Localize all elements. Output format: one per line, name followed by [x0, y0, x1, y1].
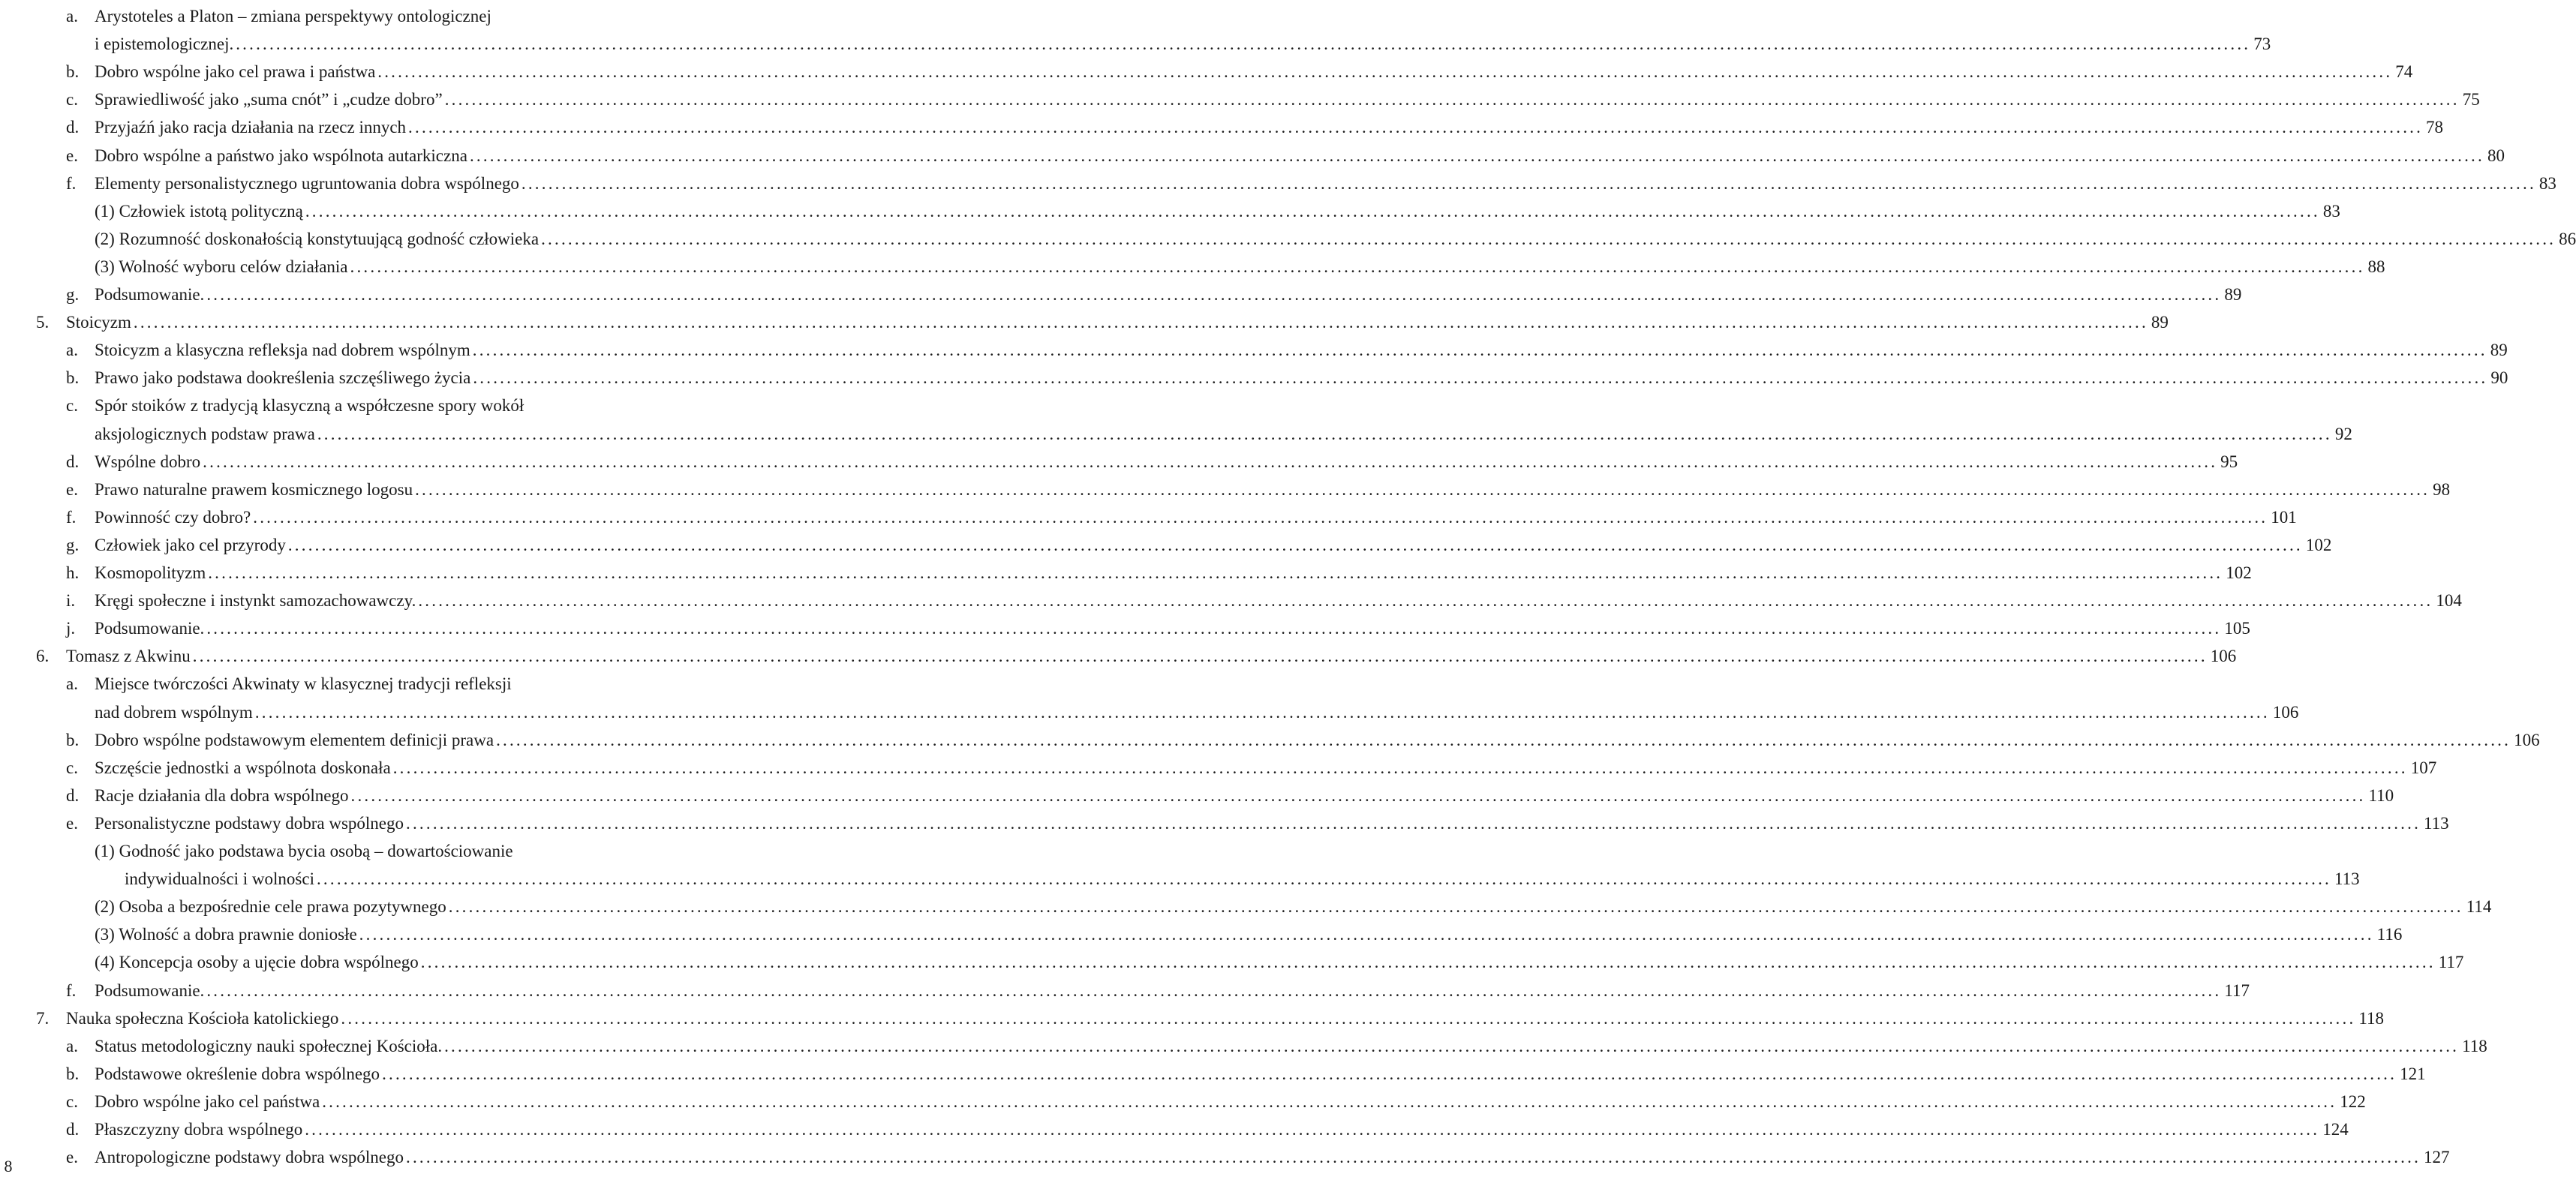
toc-entry — [0, 447, 2238, 477]
toc-entry-number: b. — [66, 1064, 80, 1083]
toc-entry — [0, 113, 2444, 143]
dot-leader: ............................................................................................................................................................................................................................................................................................................ — [208, 563, 2223, 582]
toc-entry-page: 101 — [2271, 507, 2297, 527]
toc-entry — [0, 920, 2403, 950]
toc-entry-title: Personalistyczne podstawy dobra wspólnego — [95, 813, 404, 833]
dot-leader: ............................................................................................................................................................................................................................................................................................................ — [472, 341, 2487, 360]
dot-leader: ............................................................................................................................................................................................................................................................................................................ — [377, 62, 2393, 82]
toc-entry-title: Podsumowanie. — [95, 285, 205, 304]
toc-entry-number: b. — [66, 730, 80, 749]
dot-leader: ............................................................................................................................................................................................................................................................................................................ — [317, 424, 2332, 443]
toc-entry-number: c. — [66, 90, 78, 110]
dot-leader: ............................................................................................................................................................................................................................................................................................................ — [305, 1120, 2320, 1139]
toc-entry — [0, 614, 2250, 644]
toc-entry — [0, 892, 2492, 922]
toc-entry-number: g. — [66, 285, 80, 304]
toc-entry-title: (3) Wolność wyboru celów działania — [95, 257, 348, 276]
dot-leader: ............................................................................................................................................................................................................................................................................................................ — [541, 229, 2556, 248]
toc-entry — [0, 252, 2385, 282]
dot-leader: ............................................................................................................................................................................................................................................................................................................ — [316, 869, 2331, 889]
toc-entry-page: 86 — [2559, 229, 2576, 248]
toc-entry-page: 75 — [2462, 90, 2480, 110]
toc-entry-number: a. — [66, 674, 78, 694]
toc-entry-title: Dobro wspólne podstawowym elementem definicji prawa — [95, 730, 494, 749]
dot-leader: ............................................................................................................................................................................................................................................................................................................ — [359, 925, 2374, 944]
toc-entry-title: nad dobrem wspólnym — [95, 702, 253, 722]
toc-entry — [0, 558, 2252, 588]
toc-entry-number: c. — [66, 1091, 78, 1111]
dot-leader: ............................................................................................................................................................................................................................................................................................................ — [254, 702, 2270, 722]
toc-entry — [0, 1115, 2349, 1145]
toc-entry-number: d. — [66, 1120, 80, 1139]
toc-entry — [0, 1059, 2426, 1089]
dot-leader: ............................................................................................................................................................................................................................................................................................................ — [305, 201, 2320, 221]
toc-entry-title: Podsumowanie. — [95, 980, 205, 1000]
toc-entry-title: Nauka społeczna Kościoła katolickiego — [66, 1008, 339, 1028]
dot-leader: ............................................................................................................................................................................................................................................................................................................ — [444, 1036, 2460, 1055]
toc-entry-page: 127 — [2424, 1148, 2450, 1167]
toc-entry-number: c. — [66, 396, 78, 416]
dot-leader: ............................................................................................................................................................................................................................................................................................................ — [496, 730, 2511, 749]
toc-entry-title: (3) Wolność a dobra prawnie doniosłe — [95, 925, 357, 944]
dot-leader: ............................................................................................................................................................................................................................................................................................................ — [408, 118, 2424, 137]
toc-entry-page: 121 — [2400, 1064, 2426, 1083]
toc-entry-number: c. — [66, 758, 78, 777]
toc-entry — [0, 391, 720, 421]
toc-entry-page: 83 — [2538, 173, 2556, 193]
toc-entry-title: (1) Człowiek istotą polityczną — [95, 201, 303, 221]
toc-entry-title: Dobro wspólne a państwo jako wspólnota autarkiczna — [95, 146, 467, 165]
dot-leader: ............................................................................................................................................................................................................................................................................................................ — [253, 507, 2268, 527]
dot-leader: ............................................................................................................................................................................................................................................................................................................ — [206, 980, 2222, 1000]
dot-leader: ............................................................................................................................................................................................................................................................................................................ — [415, 479, 2430, 499]
toc-entry-page: 80 — [2487, 146, 2505, 165]
toc-entry-title: Status metodologiczny nauki społecznej Kościoła. — [95, 1036, 443, 1055]
dot-leader: ............................................................................................................................................................................................................................................................................................................ — [469, 146, 2484, 165]
toc-entry-number: e. — [66, 146, 78, 165]
toc-entry — [0, 809, 2449, 839]
toc-entry-page: 114 — [2466, 897, 2492, 917]
toc-entry-title: Miejsce twórczości Akwinaty w klasycznej tradycji refleksji — [95, 674, 512, 694]
toc-entry — [0, 308, 2169, 338]
toc-entry — [0, 2, 720, 32]
toc-entry-title: Podsumowanie. — [95, 619, 205, 638]
toc-entry-number: a. — [66, 1036, 78, 1055]
toc-entry-number: f. — [66, 980, 77, 1000]
toc-entry-page: 106 — [2514, 730, 2540, 749]
toc-entry — [0, 224, 2576, 254]
toc-entry-number: d. — [66, 785, 80, 805]
toc-entry-number: d. — [66, 452, 80, 471]
toc-entry-title: Racje działania dla dobra wspólnego — [95, 785, 349, 805]
toc-entry-title: Przyjaźń jako racja działania na rzecz innych — [95, 118, 407, 137]
toc-entry-number: h. — [66, 563, 80, 582]
toc-entry — [0, 503, 2297, 533]
toc-entry-title: (2) Rozumność doskonałością konstytuującą godność człowieka — [95, 229, 540, 248]
toc-entry-page: 113 — [2334, 869, 2360, 889]
toc-entry-number: b. — [66, 368, 80, 388]
toc-entry-page: 104 — [2436, 591, 2462, 611]
toc-entry-page: 124 — [2322, 1120, 2349, 1139]
dot-leader: ............................................................................................................................................................................................................................................................................................................ — [236, 35, 2251, 54]
toc-entry — [0, 753, 2437, 783]
toc-entry — [0, 781, 2394, 811]
dot-leader: ............................................................................................................................................................................................................................................................................................................ — [418, 591, 2433, 611]
toc-entry — [0, 725, 2540, 755]
toc-entry-title: Dobro wspólne jako cel państwa — [95, 1091, 320, 1111]
dot-leader: ............................................................................................................................................................................................................................................................................................................ — [206, 619, 2222, 638]
dot-leader: ............................................................................................................................................................................................................................................................................................................ — [448, 897, 2463, 917]
toc-entry-page: 90 — [2490, 368, 2508, 388]
toc-entry — [0, 698, 2299, 728]
toc-entry-title: i epistemologicznej. — [95, 35, 234, 54]
toc-entry-number: b. — [66, 62, 80, 82]
dot-leader: ............................................................................................................................................................................................................................................................................................................ — [406, 813, 2421, 833]
toc-entry — [0, 475, 2451, 505]
dot-leader: ............................................................................................................................................................................................................................................................................................................ — [203, 452, 2218, 471]
dot-leader: ............................................................................................................................................................................................................................................................................................................ — [341, 1008, 2356, 1028]
toc-entry-title: Prawo naturalne prawem kosmicznego logosu — [95, 479, 413, 499]
toc-entry-page: 102 — [2226, 563, 2252, 582]
toc-entry-number: e. — [66, 1148, 78, 1167]
toc-entry-title: Kosmopolityzm — [95, 563, 206, 582]
toc-entry-page: 110 — [2368, 785, 2394, 805]
dot-leader: ............................................................................................................................................................................................................................................................................................................ — [406, 1148, 2421, 1167]
toc-entry-page: 98 — [2433, 479, 2451, 499]
toc-entry — [0, 1031, 2487, 1061]
toc-entry-number: f. — [66, 507, 77, 527]
toc-entry-number: 5. — [36, 313, 50, 332]
toc-entry-title: Szczęście jednostki a wspólnota doskonała — [95, 758, 391, 777]
toc-entry-title: (2) Osoba a bezpośrednie cele prawa pozytywnego — [95, 897, 446, 917]
toc-entry — [0, 530, 2332, 560]
toc-entry-page: 122 — [2340, 1091, 2366, 1111]
toc-entry-title: Spór stoików z tradycją klasyczną a współczesne spory wokół — [95, 396, 525, 416]
dot-leader: ............................................................................................................................................................................................................................................................................................................ — [521, 173, 2536, 193]
dot-leader: ............................................................................................................................................................................................................................................................................................................ — [473, 368, 2488, 388]
toc-entry-title: Wspólne dobro — [95, 452, 201, 471]
toc-entry-page: 106 — [2210, 647, 2237, 666]
toc-entry-title: Antropologiczne podstawy dobra wspólnego — [95, 1148, 404, 1167]
toc-entry — [0, 335, 2508, 365]
toc-entry-page: 73 — [2253, 35, 2271, 54]
toc-entry-number: a. — [66, 7, 78, 26]
toc-entry-page: 116 — [2376, 925, 2403, 944]
toc-entry-page: 102 — [2305, 535, 2332, 554]
toc-entry-title: Prawo jako podstawa dookreślenia szczęśliwego życia — [95, 368, 471, 388]
toc-entry-number: e. — [66, 479, 78, 499]
toc-entry — [0, 85, 2480, 115]
dot-leader: ............................................................................................................................................................................................................................................................................................................ — [133, 313, 2148, 332]
dot-leader: ............................................................................................................................................................................................................................................................................................................ — [322, 1091, 2337, 1111]
dot-leader: ............................................................................................................................................................................................................................................................................................................ — [444, 90, 2460, 110]
toc-entry — [0, 1004, 2385, 1034]
toc-entry-title: Elementy personalistycznego ugruntowania dobra wspólnego — [95, 173, 519, 193]
toc-entry-page: 78 — [2426, 118, 2444, 137]
toc-entry — [0, 947, 2464, 977]
toc-entry — [0, 1087, 2366, 1117]
toc-entry-page: 89 — [2490, 341, 2508, 360]
toc-entry-page: 92 — [2334, 424, 2352, 443]
toc-entry — [0, 419, 2352, 449]
toc-entry-page: 118 — [2358, 1008, 2385, 1028]
toc-entry — [0, 641, 2237, 671]
toc-entry-number: g. — [66, 535, 80, 554]
toc-entry-title: Tomasz z Akwinu — [66, 647, 191, 666]
toc-entry-title: Stoicyzm a klasyczna refleksja nad dobrem wspólnym — [95, 341, 470, 360]
toc-entry-number: j. — [66, 619, 76, 638]
toc-entry — [0, 669, 720, 699]
toc-entry-number: e. — [66, 813, 78, 833]
dot-leader: ............................................................................................................................................................................................................................................................................................................ — [350, 257, 2365, 276]
toc-entry — [0, 1142, 2450, 1172]
dot-leader: ............................................................................................................................................................................................................................................................................................................ — [392, 758, 2408, 777]
toc-entry-number: f. — [66, 173, 77, 193]
toc-entry-page: 117 — [2438, 953, 2464, 972]
toc-entry-title: (4) Koncepcja osoby a ujęcie dobra wspólnego — [95, 953, 419, 972]
toc-entry — [0, 57, 2413, 87]
toc-entry-page: 95 — [2220, 452, 2238, 471]
dot-leader: ............................................................................................................................................................................................................................................................................................................ — [192, 647, 2208, 666]
toc-entry — [0, 169, 2556, 199]
toc-entry-page: 107 — [2410, 758, 2437, 777]
dot-leader: ............................................................................................................................................................................................................................................................................................................ — [206, 285, 2222, 304]
toc-entry-page: 106 — [2272, 702, 2299, 722]
toc-entry — [0, 586, 2462, 616]
dot-leader: ............................................................................................................................................................................................................................................................................................................ — [350, 785, 2366, 805]
dot-leader: ............................................................................................................................................................................................................................................................................................................ — [287, 535, 2303, 554]
toc-entry-page: 113 — [2424, 813, 2449, 833]
toc-entry-title: indywidualności i wolności — [125, 869, 314, 889]
toc-entry-title: Stoicyzm — [66, 313, 131, 332]
toc-entry-title: Sprawiedliwość jako „suma cnót” i „cudze dobro” — [95, 90, 443, 110]
dot-leader: ............................................................................................................................................................................................................................................................................................................ — [382, 1064, 2397, 1083]
toc-entry-page: 88 — [2367, 257, 2385, 276]
toc-entry — [0, 363, 2508, 393]
toc-entry-number: i. — [66, 591, 76, 611]
toc-entry-page: 89 — [2224, 285, 2242, 304]
toc-entry-title: Kręgi społeczne i instynkt samozachowawczy. — [95, 591, 416, 611]
dot-leader: ............................................................................................................................................................................................................................................................................................................ — [420, 953, 2436, 972]
toc-entry-number: a. — [66, 341, 78, 360]
toc-entry-number: d. — [66, 118, 80, 137]
toc-entry-title: (1) Godność jako podstawa bycia osobą – dowartościowanie — [95, 842, 513, 860]
toc-entry-title: Płaszczyzny dobra wspólnego — [95, 1120, 303, 1139]
toc-entry-page: 83 — [2322, 201, 2340, 221]
toc-entry — [0, 836, 720, 866]
page-number: 8 — [4, 1157, 13, 1175]
toc-entry-title: Człowiek jako cel przyrody — [95, 535, 286, 554]
toc-entry-title: Podstawowe określenie dobra wspólnego — [95, 1064, 380, 1083]
toc-entry-page: 74 — [2395, 62, 2413, 82]
toc-entry — [0, 864, 2360, 894]
toc-entry-number: 7. — [36, 1008, 50, 1028]
toc-entry — [0, 141, 2505, 171]
toc-entry-page: 117 — [2224, 980, 2250, 1000]
toc-entry-page: 89 — [2151, 313, 2169, 332]
toc-entry — [0, 280, 2242, 310]
toc-entry — [0, 976, 2250, 1006]
toc-entry-title: aksjologicznych podstaw prawa — [95, 424, 315, 443]
toc-entry-title: Powinność czy dobro? — [95, 507, 251, 527]
toc-entry-number: 6. — [36, 647, 50, 666]
toc-entry-title: Arystoteles a Platon – zmiana perspektywy ontologicznej — [95, 7, 491, 26]
toc-entry — [0, 29, 2271, 59]
toc-entry — [0, 197, 2340, 227]
toc-entry-page: 118 — [2462, 1036, 2487, 1055]
toc-entry-page: 105 — [2224, 619, 2250, 638]
toc-entry-title: Dobro wspólne jako cel prawa i państwa — [95, 62, 376, 82]
